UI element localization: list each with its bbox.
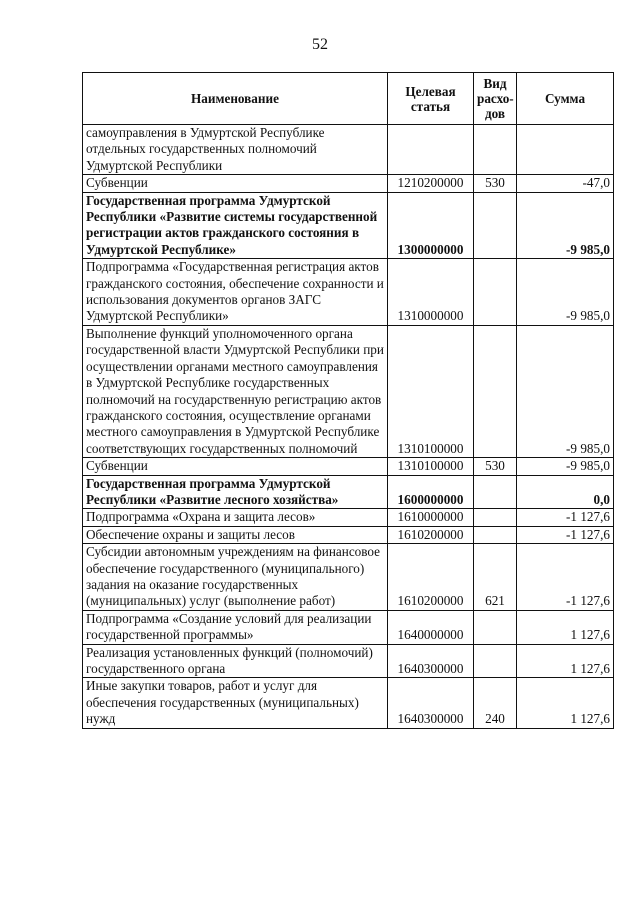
cell-name: Подпрограмма «Создание условий для реализации государственной программы»	[83, 610, 388, 644]
budget-table	[82, 72, 614, 729]
cell-sum: -9 985,0	[517, 325, 614, 457]
cell-type	[474, 325, 517, 457]
table-row	[83, 259, 614, 326]
table-row	[83, 544, 614, 611]
cell-name: Субвенции	[83, 458, 388, 475]
cell-code: 1640300000	[388, 644, 474, 678]
cell-sum: 1 127,6	[517, 678, 614, 728]
cell-sum: -47,0	[517, 175, 614, 192]
cell-sum: -1 127,6	[517, 544, 614, 611]
cell-code: 1300000000	[388, 192, 474, 259]
cell-code: 1640000000	[388, 610, 474, 644]
table-row	[83, 610, 614, 644]
table-row	[83, 325, 614, 457]
cell-code: 1310000000	[388, 259, 474, 326]
cell-name: Иные закупки товаров, работ и услуг для обеспечения государственных (муниципальных) нужд	[83, 678, 388, 728]
cell-code: 1610200000	[388, 526, 474, 543]
cell-name: Реализация установленных функций (полномочий) государственного органа	[83, 644, 388, 678]
page-number: 52	[312, 36, 328, 53]
cell-type	[474, 509, 517, 526]
cell-code: 1640300000	[388, 678, 474, 728]
table-row	[83, 509, 614, 526]
cell-name: Государственная программа Удмуртской Республики «Развитие лесного хозяйства»	[83, 475, 388, 509]
table-row	[83, 458, 614, 475]
cell-sum: -9 985,0	[517, 458, 614, 475]
cell-type: 530	[474, 175, 517, 192]
cell-sum: -1 127,6	[517, 526, 614, 543]
cell-sum	[517, 125, 614, 175]
cell-code: 1310100000	[388, 458, 474, 475]
cell-sum: 1 127,6	[517, 644, 614, 678]
table-header-row	[83, 73, 614, 125]
cell-name: Выполнение функций уполномоченного органа государственной власти Удмуртской Республики при осуществлении органами местного самоуправления в Удмуртской Республике государственных полномочий на государственную регистрацию актов гражданского состояния, осуществление органами местного самоуправления в Удмуртской Республике соответствующих государственных полномочий	[83, 325, 388, 457]
table-row	[83, 192, 614, 259]
cell-type: 530	[474, 458, 517, 475]
table-row	[83, 175, 614, 192]
cell-name: Обеспечение охраны и защиты лесов	[83, 526, 388, 543]
cell-sum: 1 127,6	[517, 610, 614, 644]
cell-sum: 0,0	[517, 475, 614, 509]
table-row	[83, 125, 614, 175]
cell-name: Субвенции	[83, 175, 388, 192]
table-row	[83, 644, 614, 678]
cell-name: Подпрограмма «Государственная регистрация актов гражданского состояния, обеспечение сохранности и использования документов органов ЗАГС Удмуртской Республики»	[83, 259, 388, 326]
cell-name: Подпрограмма «Охрана и защита лесов»	[83, 509, 388, 526]
table-row	[83, 526, 614, 543]
cell-sum: -9 985,0	[517, 259, 614, 326]
table-body	[83, 125, 614, 729]
cell-name: Субсидии автономным учреждениям на финансовое обеспечение государственного (муниципального) задания на оказание государственных (муниципальных) услуг (выполнение работ)	[83, 544, 388, 611]
cell-name: Государственная программа Удмуртской Республики «Развитие системы государственной регистрации актов гражданского состояния в Удмуртской Республике»	[83, 192, 388, 259]
header-code: Целевая статья	[388, 73, 474, 125]
cell-type	[474, 259, 517, 326]
cell-type	[474, 125, 517, 175]
cell-type: 240	[474, 678, 517, 728]
cell-type: 621	[474, 544, 517, 611]
cell-type	[474, 526, 517, 543]
header-type: Вид расхо-дов	[474, 73, 517, 125]
cell-code: 1610000000	[388, 509, 474, 526]
cell-code: 1600000000	[388, 475, 474, 509]
header-sum: Сумма	[517, 73, 614, 125]
cell-sum: -9 985,0	[517, 192, 614, 259]
table-row	[83, 678, 614, 728]
cell-type	[474, 644, 517, 678]
cell-type	[474, 475, 517, 509]
cell-sum: -1 127,6	[517, 509, 614, 526]
cell-code: 1310100000	[388, 325, 474, 457]
cell-code: 1210200000	[388, 175, 474, 192]
cell-type	[474, 610, 517, 644]
cell-code: 1610200000	[388, 544, 474, 611]
cell-code	[388, 125, 474, 175]
cell-name: самоуправления в Удмуртской Республике отдельных государственных полномочий Удмуртской Республики	[83, 125, 388, 175]
table-row	[83, 475, 614, 509]
cell-type	[474, 192, 517, 259]
header-name: Наименование	[83, 73, 388, 125]
